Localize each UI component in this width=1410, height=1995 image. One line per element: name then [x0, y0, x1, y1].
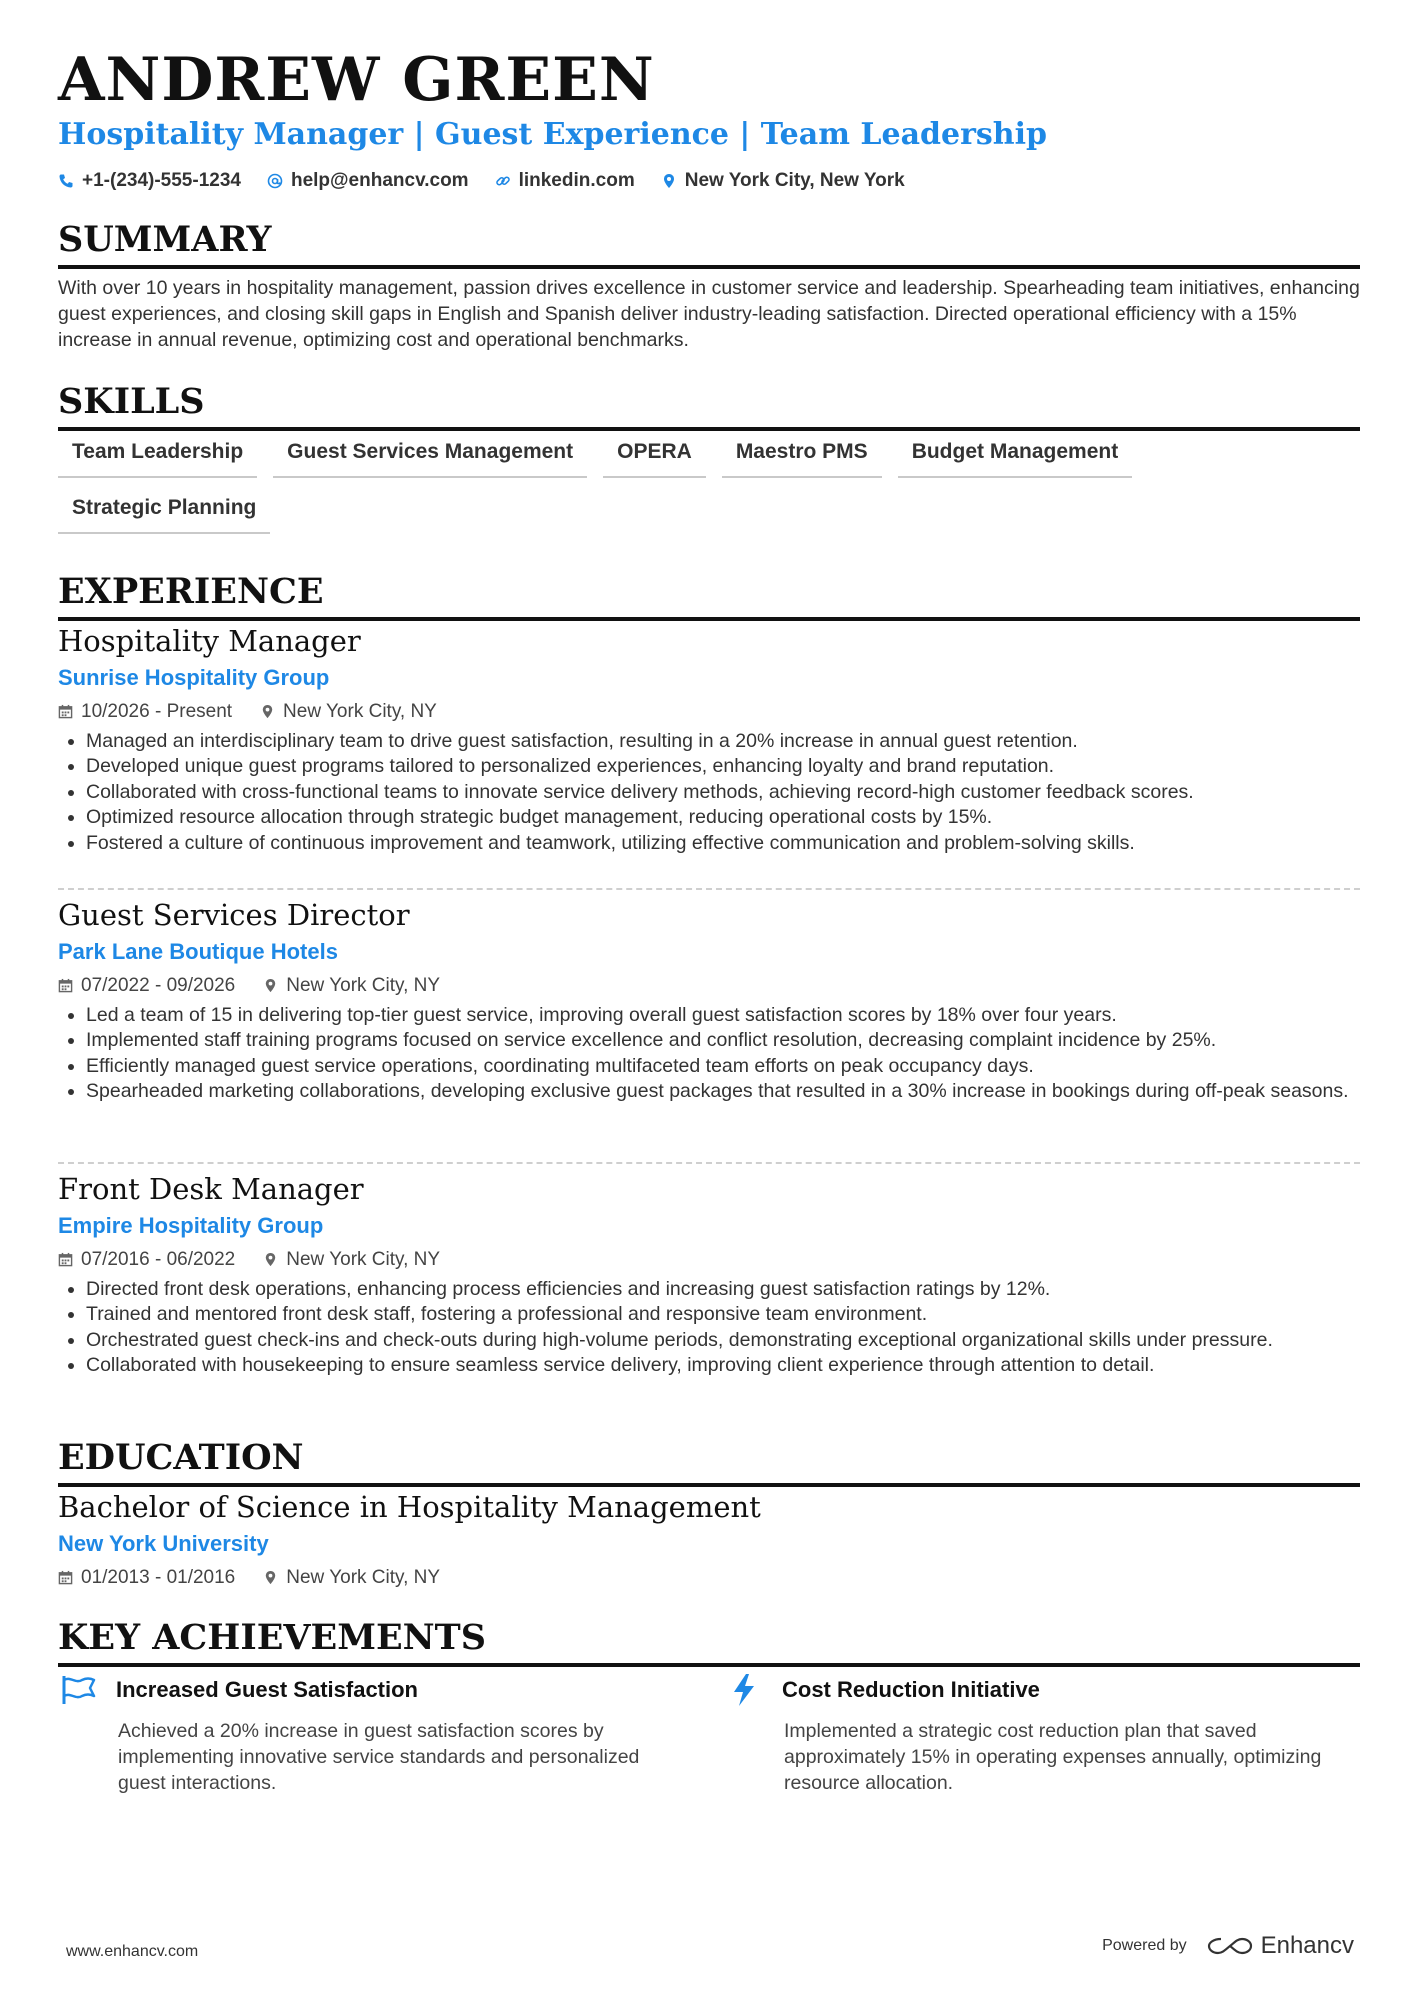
footer-website[interactable]: www.enhancv.com [66, 1943, 199, 1960]
skill-tag: OPERA [603, 436, 706, 478]
skills-heading: SKILLS [58, 384, 1360, 431]
education-heading: EDUCATION [58, 1440, 1360, 1487]
contact-linkedin[interactable] [495, 170, 635, 192]
contact-phone[interactable] [58, 170, 241, 192]
job-location: New York City, NY [286, 1248, 441, 1270]
job-entry [58, 898, 1360, 1105]
job-title: Guest Services Director [58, 898, 410, 932]
company-name[interactable]: Park Lane Boutique Hotels [58, 938, 338, 964]
location-pin-icon [263, 978, 278, 993]
experience-heading: EXPERIENCE [58, 574, 1360, 621]
location-pin-icon [263, 1570, 278, 1585]
job-bullets [58, 729, 1360, 857]
footer-branding [1102, 1932, 1354, 1960]
achievement-item [58, 1672, 678, 1796]
headline: Hospitality Manager | Guest Experience | Team Leadership [58, 117, 1047, 152]
skill-tag: Guest Services Management [273, 436, 587, 478]
job-bullet: • Implemented staff training programs focused on service excellence and conflict resolution, decreasing complaint incidence by 25%. [86, 1028, 1360, 1054]
calendar-icon [58, 978, 73, 993]
job-bullet: • Collaborated with housekeeping to ensure seamless service delivery, improving client experience through attention to detail. [86, 1353, 1360, 1379]
job-meta [58, 1249, 1360, 1271]
calendar-icon [58, 1570, 73, 1585]
lightning-icon [724, 1672, 764, 1708]
job-bullet: • Managed an interdisciplinary team to drive guest satisfaction, resulting in a 20% increase in annual guest retention. [86, 729, 1360, 755]
enhancv-logo[interactable] [1207, 1932, 1354, 1960]
location-pin-icon [263, 1252, 278, 1267]
achievement-title: Cost Reduction Initiative [782, 1677, 1040, 1702]
job-bullet: • Fostered a culture of continuous improvement and teamwork, utilizing effective communication and problem-solving skills. [86, 831, 1360, 857]
job-bullet: • Spearheaded marketing collaborations, developing exclusive guest packages that resulted in a 30% increase in bookings during off-peak seasons. [86, 1079, 1360, 1105]
contact-bar [58, 170, 905, 192]
education-entry [58, 1490, 1360, 1589]
enhancv-logo-icon [1207, 1935, 1253, 1957]
job-bullet: • Directed front desk operations, enhancing process efficiencies and increasing guest satisfaction ratings by 12%. [86, 1277, 1360, 1303]
brand-name: Enhancv [1260, 1932, 1354, 1959]
location-pin-icon [661, 173, 677, 189]
skill-tag: Maestro PMS [722, 436, 882, 478]
job-entry [58, 624, 1360, 856]
email-text: help@enhancv.com [290, 170, 469, 191]
achievements-heading: KEY ACHIEVEMENTS [58, 1620, 1360, 1667]
achievement-title: Increased Guest Satisfaction [116, 1677, 418, 1702]
contact-email[interactable] [267, 170, 469, 192]
company-name[interactable]: Empire Hospitality Group [58, 1212, 324, 1238]
job-title: Front Desk Manager [58, 1172, 364, 1206]
job-bullet: • Orchestrated guest check-ins and check-outs during high-volume periods, demonstrating exceptional organizational skills under pressure. [86, 1328, 1360, 1354]
skill-tag: Team Leadership [58, 436, 257, 478]
summary-heading: SUMMARY [58, 222, 1360, 269]
skills-list [58, 436, 1360, 534]
job-dates: 07/2022 - 09/2026 [81, 974, 236, 996]
job-bullet: • Developed unique guest programs tailored to personalized experiences, enhancing loyalty and brand reputation. [86, 754, 1360, 780]
education-dates: 01/2013 - 01/2016 [81, 1566, 236, 1588]
job-meta [58, 975, 1360, 997]
achievement-description: Achieved a 20% increase in guest satisfaction scores by implementing innovative service standards and personalized guest interactions. [118, 1720, 640, 1794]
job-entry [58, 1172, 1360, 1379]
link-icon [495, 173, 511, 189]
phone-icon [58, 173, 74, 189]
company-name[interactable]: Sunrise Hospitality Group [58, 664, 330, 690]
job-bullets [58, 1003, 1360, 1105]
powered-by-label: Powered by [1102, 1937, 1187, 1954]
job-bullet: • Collaborated with cross-functional teams to innovate service delivery methods, achieving record-high customer feedback scores. [86, 780, 1360, 806]
phone-text: +1-(234)-555-1234 [82, 170, 241, 191]
location-text: New York City, New York [684, 170, 905, 191]
job-title: Hospitality Manager [58, 624, 361, 658]
calendar-icon [58, 704, 73, 719]
candidate-name: ANDREW GREEN [58, 45, 655, 115]
school-name[interactable]: New York University [58, 1530, 269, 1556]
job-bullets [58, 1277, 1360, 1379]
calendar-icon [58, 1252, 73, 1267]
education-meta [58, 1567, 1360, 1589]
job-meta [58, 701, 1360, 723]
job-bullet: • Trained and mentored front desk staff, fostering a professional and responsive team environment. [86, 1302, 1360, 1328]
education-location: New York City, NY [286, 1566, 441, 1588]
achievement-item [724, 1672, 1344, 1796]
summary-text: With over 10 years in hospitality management, passion drives excellence in customer service and leadership. Spearheading team initiatives, enhancing guest experiences, and closing skill gaps in English and Spanish deliver industry-leading satisfaction. Directed operational efficiency with a 15% increase in annual revenue, optimizing cost and operational benchmarks. [58, 277, 1360, 351]
job-dates: 07/2016 - 06/2022 [81, 1248, 236, 1270]
job-bullet: • Optimized resource allocation through strategic budget management, reducing operational costs by 15%. [86, 805, 1360, 831]
skill-tag: Budget Management [898, 436, 1133, 478]
skill-tag: Strategic Planning [58, 492, 270, 534]
job-bullet: • Efficiently managed guest service operations, coordinating multifaceted team efforts on peak occupancy days. [86, 1054, 1360, 1080]
job-location: New York City, NY [286, 974, 441, 996]
flag-icon [58, 1672, 98, 1708]
job-divider [58, 888, 1360, 890]
job-bullet: • Led a team of 15 in delivering top-tier guest service, improving overall guest satisfaction scores by 18% over four years. [86, 1003, 1360, 1029]
job-dates: 10/2026 - Present [81, 700, 233, 722]
degree-title: Bachelor of Science in Hospitality Management [58, 1490, 761, 1524]
linkedin-text: linkedin.com [518, 170, 635, 191]
job-divider [58, 1162, 1360, 1164]
at-icon [267, 173, 283, 189]
job-location: New York City, NY [283, 700, 437, 722]
contact-location [661, 170, 905, 192]
achievement-description: Implemented a strategic cost reduction plan that saved approximately 15% in operating expenses annually, optimizing resource allocation. [784, 1720, 1322, 1794]
location-pin-icon [260, 704, 275, 719]
